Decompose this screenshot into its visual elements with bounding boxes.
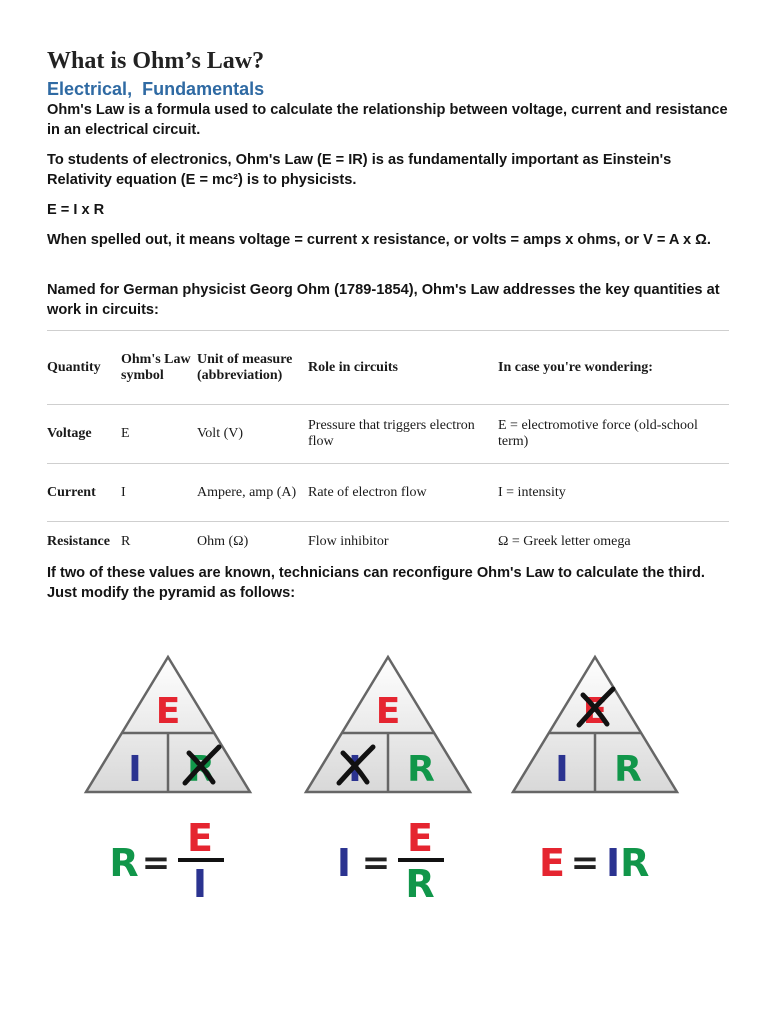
ohm-formula [539, 841, 649, 885]
formula-equals: = [141, 843, 171, 883]
formula-lhs: I [336, 841, 352, 885]
ohm-pyramid [86, 657, 250, 792]
table-cell: Ampere, amp (A) [197, 484, 297, 500]
formula-lhs: R [109, 841, 139, 885]
ohm-formula [337, 816, 444, 906]
category-links: Electrical, Fundamentals [47, 79, 265, 99]
pyramid-letter-E: E [582, 691, 608, 732]
formula-numerator: E [187, 816, 213, 860]
pyramid-letter-I: I [128, 749, 142, 790]
table-cell: R [121, 533, 131, 549]
formula-equals: = [361, 843, 391, 883]
formula-denominator: R [405, 862, 435, 906]
table-header: Role in circuits [308, 359, 398, 375]
table-cell: Current [47, 484, 96, 500]
formula-rhs-letter-I: I [606, 841, 621, 885]
paragraph-intro: Ohm's Law is a formula used to calculate the relationship between voltage, current and resistance in an electrical circuit. [47, 102, 728, 138]
table-cell: E = electromotive force (old-school term) [498, 418, 698, 449]
table-cell: Ω = Greek letter omega [498, 533, 631, 549]
table-cell: Volt (V) [197, 426, 244, 441]
table-cell: E [121, 426, 130, 441]
table-header: In case you're wondering: [498, 359, 653, 375]
pyramid-letter-I: I [555, 749, 569, 790]
table-cell: I = intensity [498, 484, 566, 500]
category-electrical[interactable]: Electrical [47, 79, 128, 99]
formula-rhs-letter-R: R [620, 841, 650, 885]
formula-lhs: E [539, 841, 565, 885]
formula-rhs [606, 841, 649, 885]
ohm-pyramid [513, 657, 677, 792]
pyramid-letter-R: R [187, 749, 215, 790]
table-cell: Pressure that triggers electron flow [308, 418, 475, 449]
formula-numerator: E [407, 816, 433, 860]
paragraph-named-for: Named for German physicist Georg Ohm (1789-1854), Ohm's Law addresses the key quantities at work in circuits: [47, 282, 720, 318]
page-title: What is Ohm’s Law? [47, 48, 265, 74]
table-cell: I [121, 484, 126, 500]
ohm-formula [109, 816, 224, 906]
formula-denominator: I [192, 862, 208, 906]
paragraph-formula: E = I x R [47, 202, 105, 218]
table-header: Ohm's Law symbol [121, 351, 191, 383]
table-cell: Rate of electron flow [308, 484, 427, 500]
category-fundamentals[interactable]: Fundamentals [142, 79, 265, 99]
pyramid-letter-E: E [155, 691, 181, 732]
paragraph-pyramid-intro: If two of these values are known, technicians can reconfigure Ohm's Law to calculate the third. Just modify the pyramid as follows: [47, 565, 705, 601]
paragraph-importance: To students of electronics, Ohm's Law (E = IR) is as fundamentally important as Einstein's Relativity equation (E = mc²) is to physicists. [47, 152, 672, 188]
table-cell: Flow inhibitor [308, 533, 389, 549]
table-cell: Resistance [47, 533, 110, 549]
table-header: Unit of measure (abbreviation) [197, 351, 293, 383]
ohm-pyramid [306, 657, 470, 792]
pyramid-letter-E: E [375, 691, 401, 732]
pyramid-letter-R: R [614, 749, 642, 790]
formula-equals: = [570, 843, 600, 883]
pyramid-letter-I: I [348, 749, 362, 790]
table-cell: Ohm (Ω) [197, 533, 249, 549]
pyramid-letter-R: R [407, 749, 435, 790]
table-cell: Voltage [47, 426, 92, 441]
table-header: Quantity [47, 359, 101, 375]
paragraph-spelled-out: When spelled out, it means voltage = current x resistance, or volts = amps x ohms, or V = A x Ω. [47, 232, 711, 248]
